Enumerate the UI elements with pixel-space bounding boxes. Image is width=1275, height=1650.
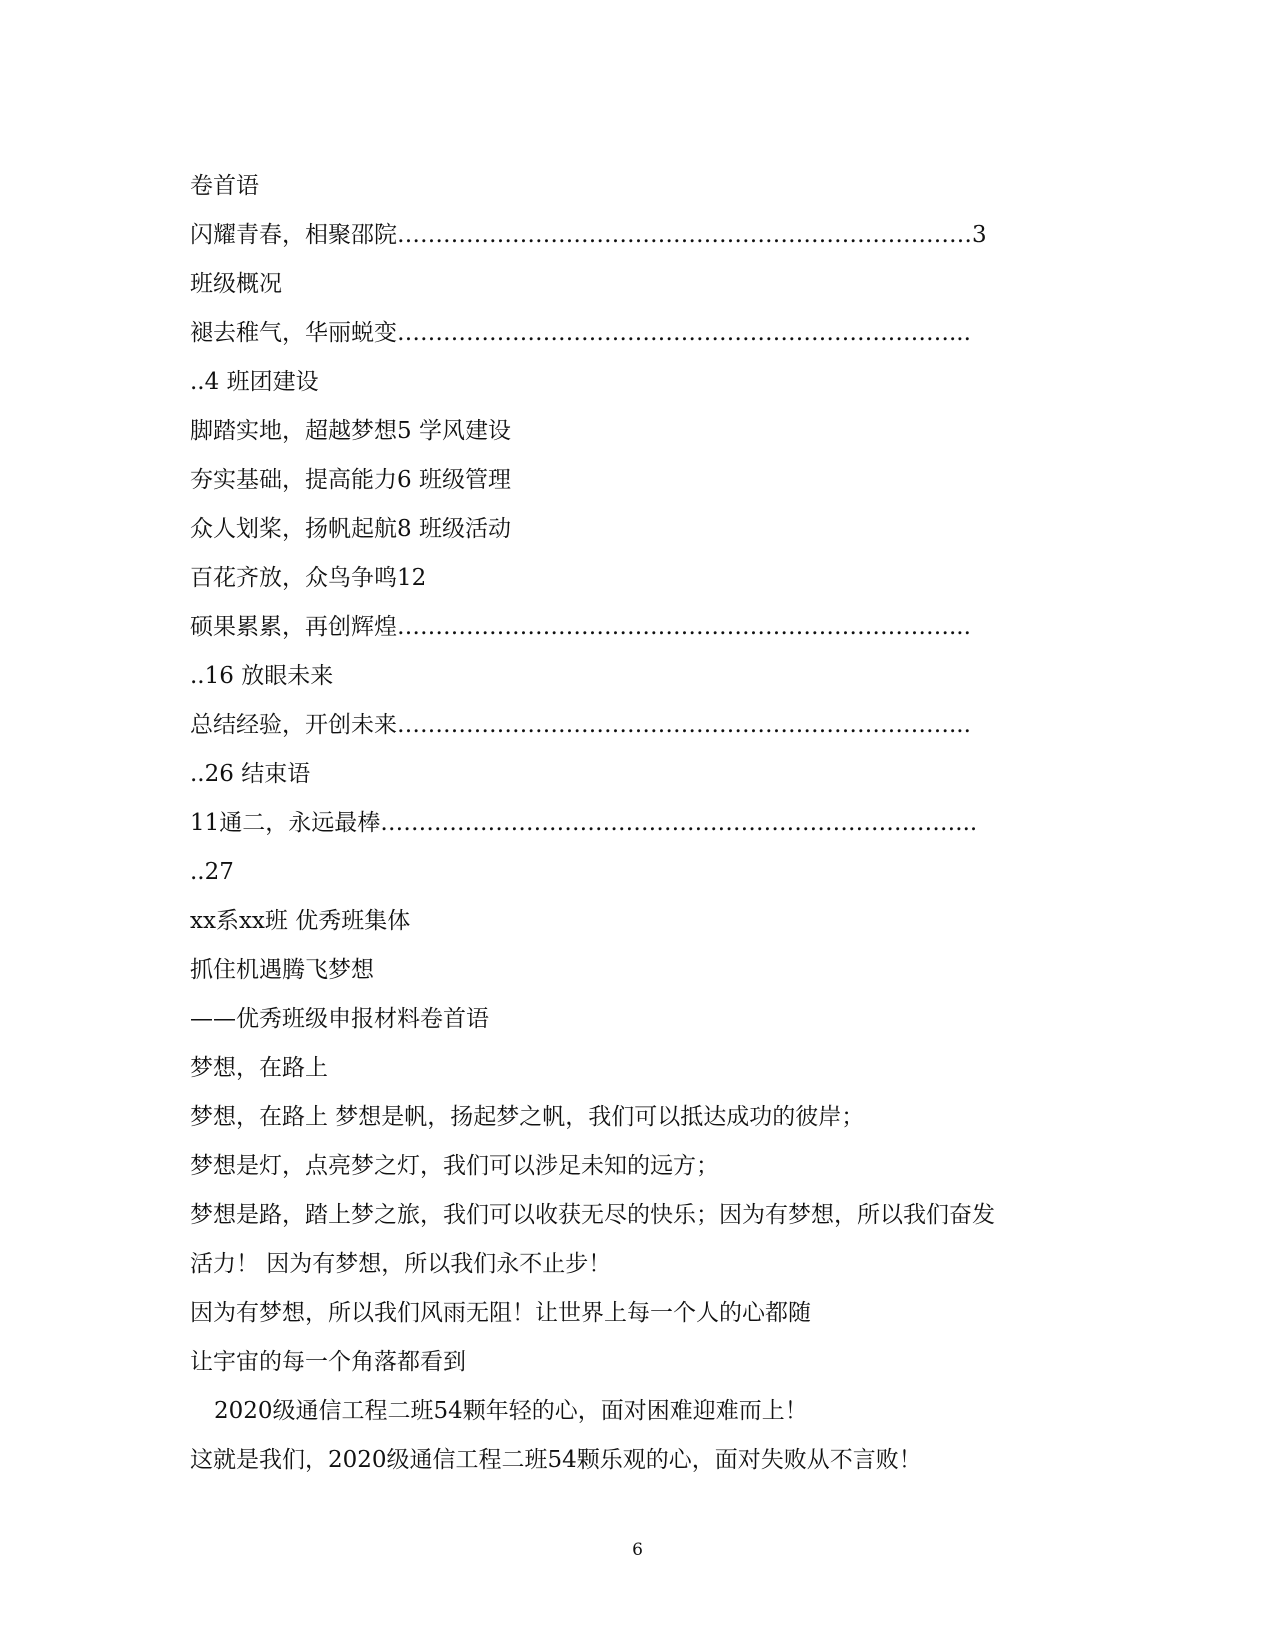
body-paragraph-line: 梦想是路，踏上梦之旅，我们可以收获无尽的快乐；因为有梦想，所以我们奋发 — [190, 1202, 995, 1228]
toc-entry: 11通二，永远最棒…………………………………………………………………... — [190, 810, 978, 836]
document-title: 抓住机遇腾飞梦想 — [190, 957, 374, 983]
toc-entry: 闪耀青春，相聚邵院…………………………………………………………………3 — [190, 222, 987, 248]
toc-entry: 硕果累累，再创辉煌………………………………………………………………... — [190, 614, 971, 640]
toc-entry: 百花齐放，众鸟争鸣12 — [190, 565, 427, 591]
toc-entry: 总结经验，开创未来………………………………………………………………... — [190, 712, 971, 738]
toc-entry: ..16 放眼未来 — [190, 663, 334, 689]
page-number: 6 — [632, 1540, 643, 1560]
class-name-line: xx系xx班 优秀班集体 — [190, 908, 411, 934]
document-subtitle: ——优秀班级申报材料卷首语 — [190, 1006, 489, 1032]
toc-heading-class-overview: 班级概况 — [190, 271, 282, 297]
body-paragraph-line: 2020级通信工程二班54颗年轻的心，面对困难迎难而上！ — [214, 1398, 808, 1424]
body-paragraph-line: 梦想，在路上 梦想是帆，扬起梦之帆，我们可以抵达成功的彼岸； — [190, 1104, 865, 1130]
body-paragraph-line: 梦想是灯，点亮梦之灯，我们可以涉足未知的远方； — [190, 1153, 719, 1179]
document-body — [190, 162, 1090, 1485]
toc-entry: ..27 — [190, 859, 234, 885]
body-paragraph-line: 因为有梦想，所以我们风雨无阻！让世界上每一个人的心都随 — [190, 1300, 811, 1326]
body-paragraph-line: 活力！ 因为有梦想，所以我们永不止步！ — [190, 1251, 612, 1277]
toc-heading-preface: 卷首语 — [190, 173, 259, 199]
toc-entry: ..26 结束语 — [190, 761, 311, 787]
section-heading: 梦想，在路上 — [190, 1055, 328, 1081]
body-paragraph-line: 让宇宙的每一个角落都看到 — [190, 1349, 466, 1375]
toc-entry: 众人划桨，扬帆起航8 班级活动 — [190, 516, 511, 542]
toc-entry: 脚踏实地，超越梦想5 学风建设 — [190, 418, 511, 444]
body-paragraph-line: 这就是我们，2020级通信工程二班54颗乐观的心，面对失败从不言败！ — [190, 1447, 922, 1473]
toc-entry: 夯实基础，提高能力6 班级管理 — [190, 467, 511, 493]
toc-entry: 褪去稚气，华丽蜕变………………………………………………………………... — [190, 320, 971, 346]
toc-entry: ..4 班团建设 — [190, 369, 319, 395]
